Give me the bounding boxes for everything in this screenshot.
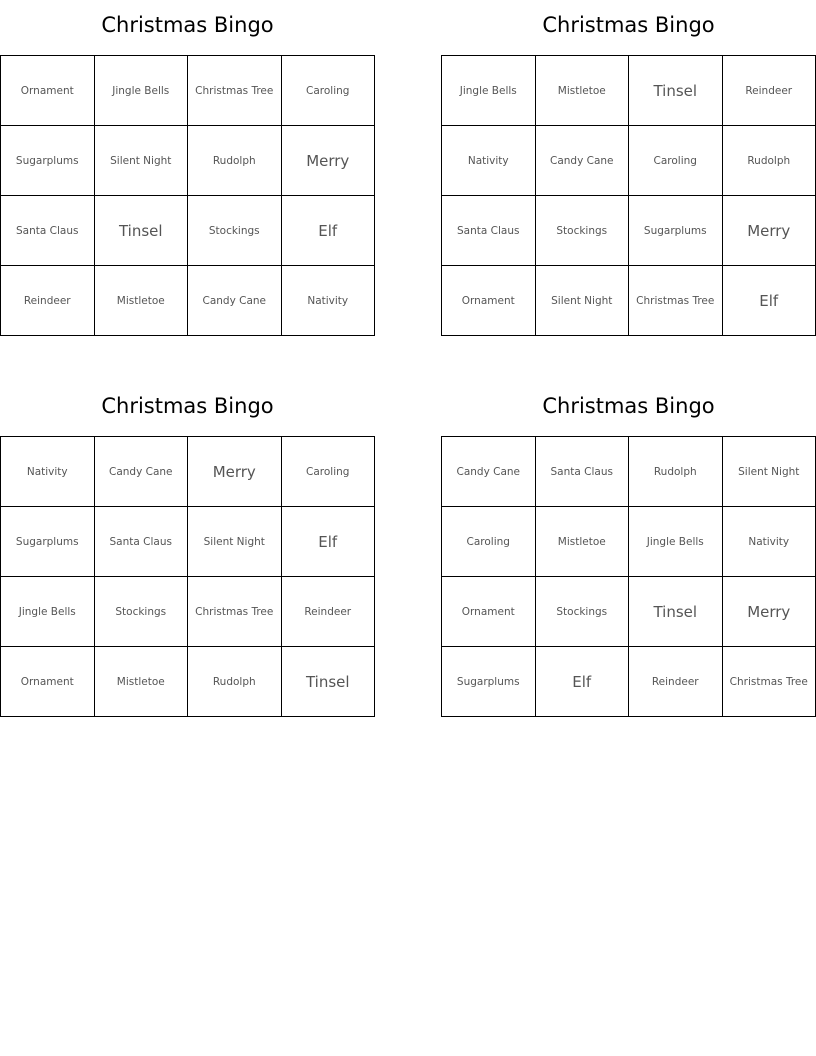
bingo-grid [441,55,816,336]
bingo-cell: Mistletoe [535,56,629,126]
bingo-row [442,647,816,717]
bingo-cell: Christmas Tree [188,577,282,647]
bingo-cell: Ornament [1,56,95,126]
bingo-cell: Rudolph [188,126,282,196]
bingo-row [442,266,816,336]
bingo-cell: Elf [281,196,375,266]
bingo-cell: Silent Night [94,126,188,196]
bingo-grid [0,55,375,336]
bingo-cell: Sugarplums [442,647,536,717]
bingo-row [442,56,816,126]
bingo-grid [0,436,375,717]
bingo-cell: Silent Night [535,266,629,336]
bingo-cell: Christmas Tree [629,266,723,336]
bingo-cell: Stockings [188,196,282,266]
bingo-cell: Tinsel [94,196,188,266]
bingo-cell: Tinsel [629,56,723,126]
bingo-cell: Jingle Bells [629,507,723,577]
bingo-cell: Mistletoe [94,266,188,336]
bingo-cell: Candy Cane [188,266,282,336]
card-title: Christmas Bingo [101,394,274,418]
bingo-row [1,437,375,507]
bingo-cell: Christmas Tree [722,647,816,717]
bingo-cell: Silent Night [722,437,816,507]
bingo-cell: Rudolph [629,437,723,507]
bingo-cell: Reindeer [722,56,816,126]
bingo-cell: Sugarplums [629,196,723,266]
bingo-cell: Candy Cane [535,126,629,196]
bingo-cell: Rudolph [722,126,816,196]
bingo-cell: Nativity [281,266,375,336]
bingo-cell: Santa Claus [442,196,536,266]
bingo-cell: Candy Cane [94,437,188,507]
bingo-cell: Santa Claus [94,507,188,577]
bingo-cell: Jingle Bells [94,56,188,126]
bingo-cell: Caroling [281,437,375,507]
bingo-cell: Santa Claus [535,437,629,507]
bingo-cell: Merry [188,437,282,507]
bingo-cell: Merry [281,126,375,196]
bingo-cell: Sugarplums [1,126,95,196]
bingo-cell: Nativity [1,437,95,507]
bingo-cell: Caroling [442,507,536,577]
bingo-cell: Reindeer [1,266,95,336]
bingo-cell: Ornament [1,647,95,717]
bingo-row [442,577,816,647]
bingo-cell: Reindeer [629,647,723,717]
bingo-cell: Rudolph [188,647,282,717]
bingo-grid [441,436,816,717]
card-title: Christmas Bingo [101,13,274,37]
bingo-row [1,507,375,577]
bingo-cell: Mistletoe [94,647,188,717]
bingo-row [442,126,816,196]
bingo-cell: Elf [281,507,375,577]
bingo-cell: Candy Cane [442,437,536,507]
bingo-cell: Jingle Bells [1,577,95,647]
bingo-cell: Merry [722,577,816,647]
bingo-row [1,56,375,126]
bingo-cell: Christmas Tree [188,56,282,126]
bingo-cell: Reindeer [281,577,375,647]
bingo-row [442,196,816,266]
bingo-row [1,266,375,336]
bingo-cell: Jingle Bells [442,56,536,126]
bingo-cell: Caroling [629,126,723,196]
bingo-cell: Elf [535,647,629,717]
bingo-cell: Silent Night [188,507,282,577]
bingo-cell: Santa Claus [1,196,95,266]
bingo-cell: Tinsel [629,577,723,647]
bingo-cell: Sugarplums [1,507,95,577]
bingo-cell: Nativity [722,507,816,577]
bingo-row [1,126,375,196]
bingo-cell: Ornament [442,577,536,647]
bingo-row [442,437,816,507]
bingo-cell: Merry [722,196,816,266]
bingo-cell: Tinsel [281,647,375,717]
bingo-cell: Stockings [94,577,188,647]
bingo-cell: Elf [722,266,816,336]
bingo-cell: Caroling [281,56,375,126]
bingo-row [442,507,816,577]
bingo-cell: Stockings [535,196,629,266]
bingo-cell: Mistletoe [535,507,629,577]
bingo-cell: Ornament [442,266,536,336]
bingo-row [1,647,375,717]
bingo-cell: Nativity [442,126,536,196]
bingo-row [1,577,375,647]
bingo-cell: Stockings [535,577,629,647]
bingo-row [1,196,375,266]
card-title: Christmas Bingo [542,394,715,418]
card-title: Christmas Bingo [542,13,715,37]
